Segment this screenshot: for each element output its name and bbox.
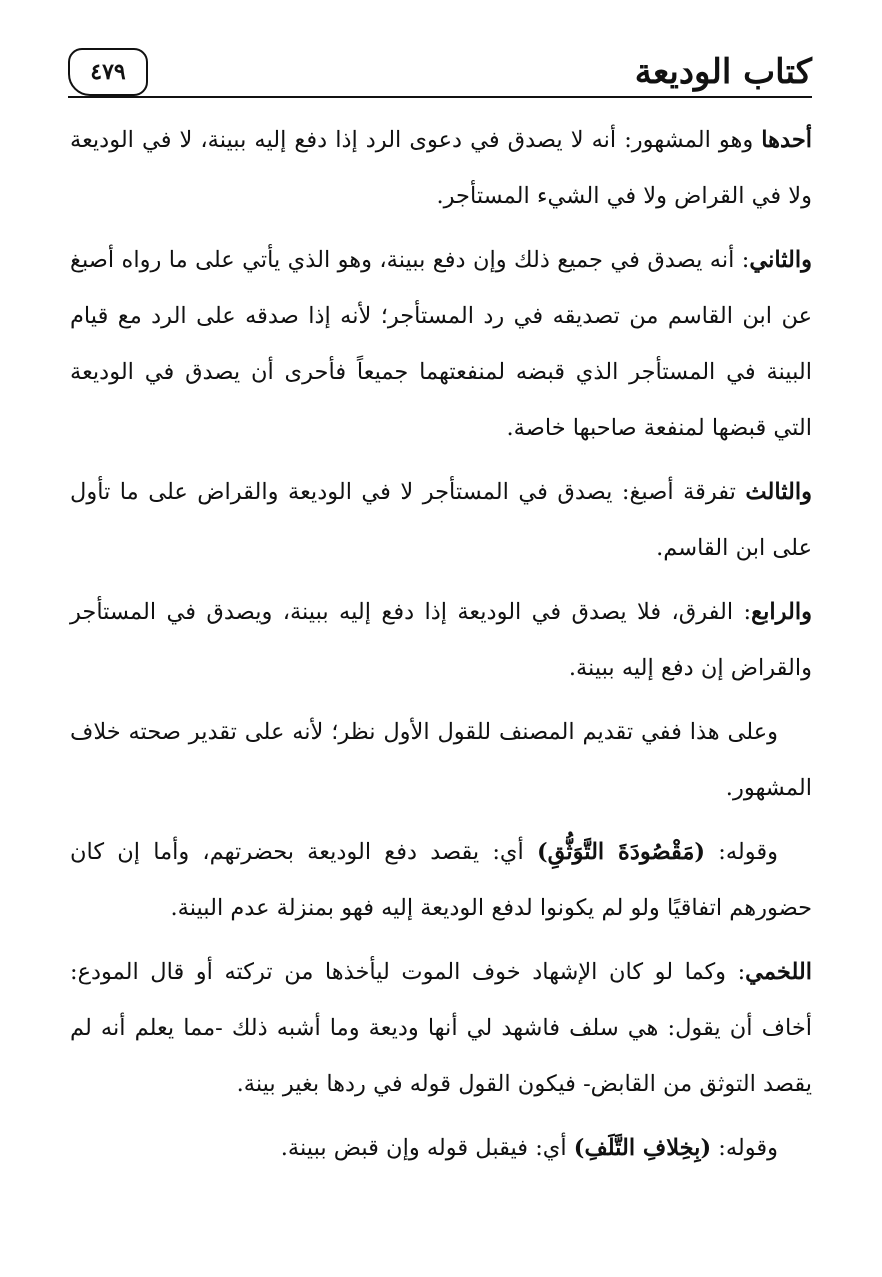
paragraph-text: : وكما لو كان الإشهاد خوف الموت ليأخذها من تركته أو قال المودع: أخاف أن يقول: هي سلف فاشهد لي أنها وديعة وما أشبه ذلك -مما يعلم أنه لم يقصد التوثق من القابض- فيكون القول قوله في ردها بغير بينة. [70,959,812,1097]
paragraph-lead: أحدها [761,127,812,153]
paragraph-8 [70,1120,812,1176]
paragraph-text: تفرقة أصبغ: يصدق في المستأجر لا في الوديعة والقراض على ما تأول على ابن القاسم. [70,479,812,561]
paragraph-3 [70,464,812,576]
paragraph-prefix: وقوله: [711,1135,778,1161]
paragraph-text: : أنه يصدق في جميع ذلك وإن دفع ببينة، وهو الذي يأتي على ما رواه أصبغ عن ابن القاسم من تصديقه في رد المستأجر؛ لأنه إذا صدقه على الرد مع قيام البينة في المستأجر الذي قبضه لمنفعتهما جميعاً فأحرى أن يصدق في الوديعة التي قبضها لمنفعة صاحبها خاصة. [70,247,812,441]
paragraph-lead: اللخمي [745,959,812,985]
chapter-title: كتاب الوديعة [634,52,812,92]
page-header [68,48,812,100]
paragraph-1 [70,112,812,224]
paragraph-4 [70,584,812,696]
paragraph-lead: والثاني [749,247,812,273]
page-number: ٤٧٩ [90,59,126,85]
paragraph-text: وعلى هذا ففي تقديم المصنف للقول الأول نظر؛ لأنه على تقدير صحته خلاف المشهور. [70,719,812,801]
quoted-phrase: (مَقْصُودَةَ التَّوَثُّقِ) [536,839,706,865]
paragraph-7 [70,944,812,1112]
paragraph-lead: والثالث [745,479,812,505]
header-rule [68,96,812,98]
quoted-phrase: (بِخِلافِ التَّلَفِ) [573,1135,712,1161]
paragraph-text: وهو المشهور: أنه لا يصدق في دعوى الرد إذا دفع إليه ببينة، لا في الوديعة ولا في القراض ولا في الشيء المستأجر. [70,127,812,209]
paragraph-6 [70,824,812,936]
paragraph-lead: والرابع [751,599,812,625]
paragraph-5 [70,704,812,816]
paragraph-text: أي: فيقبل قوله وإن قبض ببينة. [280,1135,574,1161]
paragraph-2 [70,232,812,456]
body-text [70,112,812,1184]
paragraph-prefix: وقوله: [705,839,778,865]
paragraph-text: : الفرق، فلا يصدق في الوديعة إذا دفع إليه ببينة، ويصدق في المستأجر والقراض إن دفع إليه ببينة. [70,599,812,681]
paragraph-text: أي: يقصد دفع الوديعة بحضرتهم، وأما إن كان حضورهم اتفاقيًا ولو لم يكونوا لدفع الوديعة إليه فهو بمنزلة عدم البينة. [70,839,812,921]
page-number-box [68,48,148,96]
